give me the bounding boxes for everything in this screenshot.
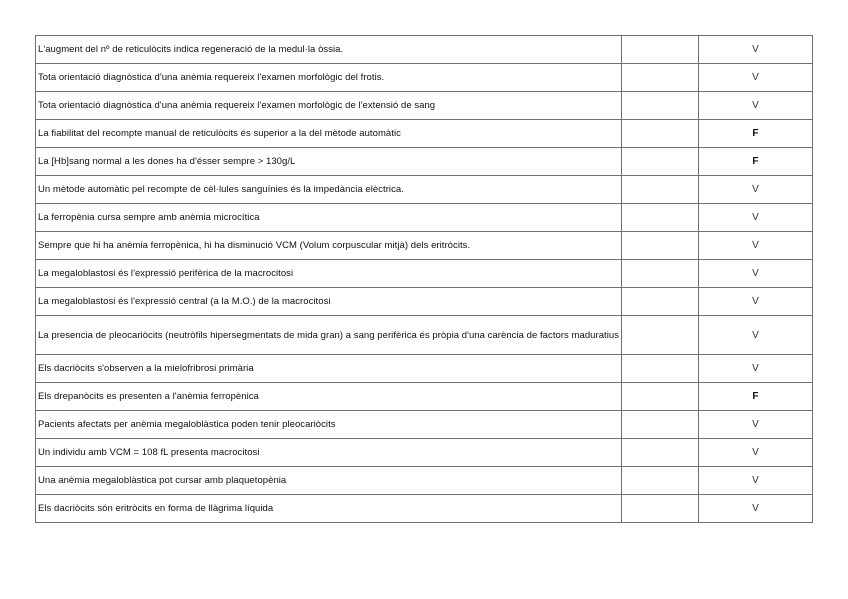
answer-cell: V [699, 288, 813, 316]
empty-cell [622, 204, 699, 232]
answer-cell: V [699, 176, 813, 204]
empty-cell [622, 232, 699, 260]
empty-cell [622, 260, 699, 288]
empty-cell [622, 467, 699, 495]
answer-cell: F [699, 148, 813, 176]
statement-text: La megaloblastosi és l'expressió central (a la M.O.) de la macrocitosi [36, 288, 622, 316]
empty-cell [622, 439, 699, 467]
statement-text: Els dacriòcits són eritròcits en forma de llàgrima líquida [36, 495, 622, 523]
table-row [36, 148, 813, 176]
empty-cell [622, 120, 699, 148]
table-row [36, 176, 813, 204]
statement-text: Una anèmia megaloblàstica pot cursar amb plaquetopènia [36, 467, 622, 495]
empty-cell [622, 148, 699, 176]
answer-cell: V [699, 64, 813, 92]
answer-cell: V [699, 232, 813, 260]
statement-text: Els dacriòcits s'observen a la mielofribrosi primària [36, 355, 622, 383]
answer-cell: V [699, 411, 813, 439]
table-row [36, 204, 813, 232]
table-row [36, 355, 813, 383]
answer-cell: V [699, 316, 813, 355]
statement-text: Tota orientació diagnòstica d'una anèmia requereix l'examen morfològic de l'extensió de sang [36, 92, 622, 120]
true-false-sheet [35, 35, 812, 523]
statement-text: L'augment del nº de reticulòcits indica regeneració de la medul·la òssia. [36, 36, 622, 64]
table-row [36, 411, 813, 439]
table-row [36, 120, 813, 148]
table-row [36, 64, 813, 92]
table-row [36, 467, 813, 495]
answer-cell: F [699, 383, 813, 411]
statements-table [35, 35, 813, 523]
table-row [36, 439, 813, 467]
answer-cell: F [699, 120, 813, 148]
table-row [36, 232, 813, 260]
statement-text: Un mètode automàtic pel recompte de cèl·lules sanguínies és la impedància elèctrica. [36, 176, 622, 204]
statement-text: Un individu amb VCM = 108 fL presenta macrocitosi [36, 439, 622, 467]
statement-text: Els drepanòcits es presenten a l'anèmia ferropènica [36, 383, 622, 411]
table-row [36, 36, 813, 64]
answer-cell: V [699, 495, 813, 523]
empty-cell [622, 411, 699, 439]
empty-cell [622, 383, 699, 411]
statement-text: Pacients afectats per anèmia megaloblàstica poden tenir pleocariòcits [36, 411, 622, 439]
statement-text: La ferropènia cursa sempre amb anèmia microcítica [36, 204, 622, 232]
answer-cell: V [699, 355, 813, 383]
statement-text: Tota orientació diagnòstica d'una anèmia requereix l'examen morfològic del frotis. [36, 64, 622, 92]
statement-text: Sempre que hi ha anèmia ferropènica, hi ha disminució VCM (Volum corpuscular mitjà) dels eritròcits. [36, 232, 622, 260]
statement-text: La megaloblastosi és l'expressió perifèrica de la macrocitosi [36, 260, 622, 288]
table-row [36, 260, 813, 288]
empty-cell [622, 176, 699, 204]
empty-cell [622, 92, 699, 120]
answer-cell: V [699, 92, 813, 120]
answer-cell: V [699, 439, 813, 467]
statement-text: La fiabilitat del recompte manual de reticulòcits és superior a la del mètode automàtic [36, 120, 622, 148]
table-row [36, 92, 813, 120]
answer-cell: V [699, 36, 813, 64]
table-row [36, 495, 813, 523]
answer-cell: V [699, 260, 813, 288]
empty-cell [622, 288, 699, 316]
statement-text: La [Hb]sang normal a les dones ha d'ésser sempre > 130g/L [36, 148, 622, 176]
table-row [36, 383, 813, 411]
empty-cell [622, 495, 699, 523]
statement-text: La presencia de pleocariòcits (neutròfils hipersegmentats de mida gran) a sang perifèrica és pròpia d'una carència de factors maduratius [36, 316, 622, 355]
answer-cell: V [699, 467, 813, 495]
table-row [36, 316, 813, 355]
empty-cell [622, 64, 699, 92]
answer-cell: V [699, 204, 813, 232]
empty-cell [622, 316, 699, 355]
empty-cell [622, 355, 699, 383]
empty-cell [622, 36, 699, 64]
table-row [36, 288, 813, 316]
